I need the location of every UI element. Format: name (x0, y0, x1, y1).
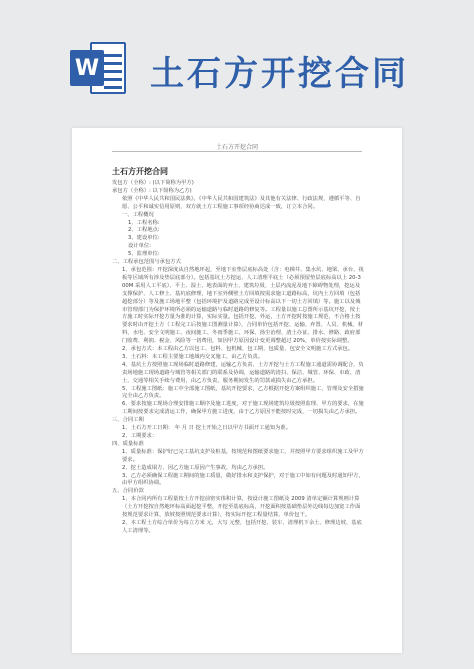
paragraph: 承包方（全称）: 以下简称为乙方) (112, 187, 192, 194)
text-line-shape (104, 70, 122, 73)
paragraph: 1、承包范围：开挖深度从自然地坪起，至地下室垫层底标高处（含：电梯井、集水坑、地梁、承台、筏板等区域所有涉及垫层底部分）。包括基坑土方挖运、人工清理平底土（必须预留垫层底标高以上 20-300M 采用人工平底）、平土、湿土、地表面的弃土、建筑垃圾、土层内流泥及地下障碍物处理，挖运及支撑保护、人工修土、基坑底修理，地下室外侧壁土方回填按需求施工道路标高，坑内土方回填（包括超挖部分）等及施工场地平整（包括环境护及道路完成至设计标高以下一切土方回填）等。施工以及城市管理部门为保护环境所必须的运输道路与临时道路的修复等。工程量以施工总图所示基坑开挖，按土方施工时实际开挖方量为准的计算，实际实量。包括开挖，外运，土方开挖时按施工规范，不合格土按要求时由开挖土方（工程完工后按施工图测量计算），合同单价包括开挖、运输、弃置、人员、机械、材料、水电、安全文明施工、夜间施工、冬雨季施工、环保、扬尘治理、渣土办证、排水、修路、政府部门收费、利润、税金、风险等一切费用，如因甲方原因设计变更调整超过 20%，单价按实际调整。 (122, 266, 364, 345)
paragraph: 2、挖土造成塌方、因乙方施工原因产生事故，均由乙方承担。 (122, 464, 269, 471)
paragraph: 二、工程承包范围与承包方式 (112, 259, 181, 266)
document-banner (0, 0, 474, 128)
paragraph: 设计单位: (128, 243, 151, 250)
paragraph: 5、监理单位: (128, 251, 160, 258)
document-page (72, 128, 402, 653)
paragraph: 1、质量标准：保护好已完工基坑支护及桩基，按规范和图纸要求施工，并按照甲方要求组织施工及甲方要求。 (122, 448, 364, 463)
text-line-shape (104, 62, 122, 65)
paragraph: 2、工期要求： (122, 433, 158, 439)
running-header: 土石方开挖合同 (215, 144, 258, 151)
word-logo-badge: W (70, 50, 104, 86)
text-line-shape (104, 54, 122, 57)
paragraph: 6、要求按施工现场合理安排施工顺序及施工进度，对于施工现场建筑垃圾按照监理、甲方的要求，在施工期间按要求完成清运工作，确保甲方施工进度，由于乙方原因不能按时完成，一切损失由乙方承担。 (122, 401, 364, 416)
text-line-shape (104, 86, 122, 89)
paragraph: 1、工程名称: (128, 219, 160, 226)
paragraph: 1、本合同内所有工程量按土方开挖前密实体积计算，按设计施工图纸及 2009 清单定额计算规则计算（土方开挖按自然地坪标高面起挖平整，开挖至基底标高，开挖面积按基础垫层外边线每边加宽工作面按规范要求计算，放坡按照规范要求计算），按实际开挖工程量结算，单价包干。 (122, 496, 361, 519)
header-divider (112, 151, 362, 152)
page-title: 土石方开挖合同 (150, 54, 409, 94)
document-heading: 土石方开挖合同 (112, 167, 168, 176)
paragraph: 3、乙方必须确保工程施工期间的施工质量，做好排水和支护保护，对于施工中如有问题及时通知甲方，由甲方组织协调。 (122, 472, 364, 487)
text-line-shape (104, 78, 122, 81)
word-document-icon (70, 42, 128, 94)
paragraph: 一、工程概况 (122, 211, 154, 218)
paragraph: 1、土石方开工日期： 年 月 日 挖土开始之日以甲方书面开工通知为准。 (122, 425, 292, 432)
paragraph: 2、工程地点: (128, 227, 160, 234)
document-body (112, 180, 364, 536)
paragraph: 五、合同价款 (112, 488, 144, 495)
paragraph: 3、土石料：本工程主要施工地域内交叉施工，由乙方负责。 (122, 353, 264, 360)
paragraph: 3、建设单位: (128, 235, 160, 242)
paragraph: 依照《中华人民共和国民法典》、《中华人民共和国建筑法》及其他有关法律、行政法规，遵循平等、自愿、公平和诚实信用原则，双方就土方工程施工事项经协商达成一致，订立本合同。 (122, 195, 361, 210)
paragraph: 4、基坑土方按照施工现场临时道路修建，运输乙方负责，土方开挖与土方工程施工通道需协调配合，负责场地施工现场道路与城管等相关部门的联系及协调，运输道路的清扫、保洁、城管、环保、市政、渣土、交通等相关手续与费用，由乙方负责，服务期间发生的罚款或损失由乙方承担。 (122, 361, 364, 384)
paragraph: 2、承包方式：本工程由乙方以包工、包料、包机械、包工期、包质量、包安全文明施工方式承包。 (122, 346, 354, 353)
paragraph: 四、质量标准 (112, 440, 144, 447)
paragraph: 5、工程施工图纸：施工中全部施工图纸，基坑开挖要求，乙方根据开挖方案组织施工，管理及安全措施完全由乙方负责。 (122, 385, 364, 400)
paragraph: 2、本工程土方综合单价为每立方米 元，大写 元整，包括开挖、装车、清理机下余土、修理边坡、基底人工清理等。 (122, 519, 362, 534)
paragraph: 发包方（全称）: (以下简称为甲方) (112, 180, 194, 186)
paragraph: 三、合同工期 (112, 417, 144, 424)
